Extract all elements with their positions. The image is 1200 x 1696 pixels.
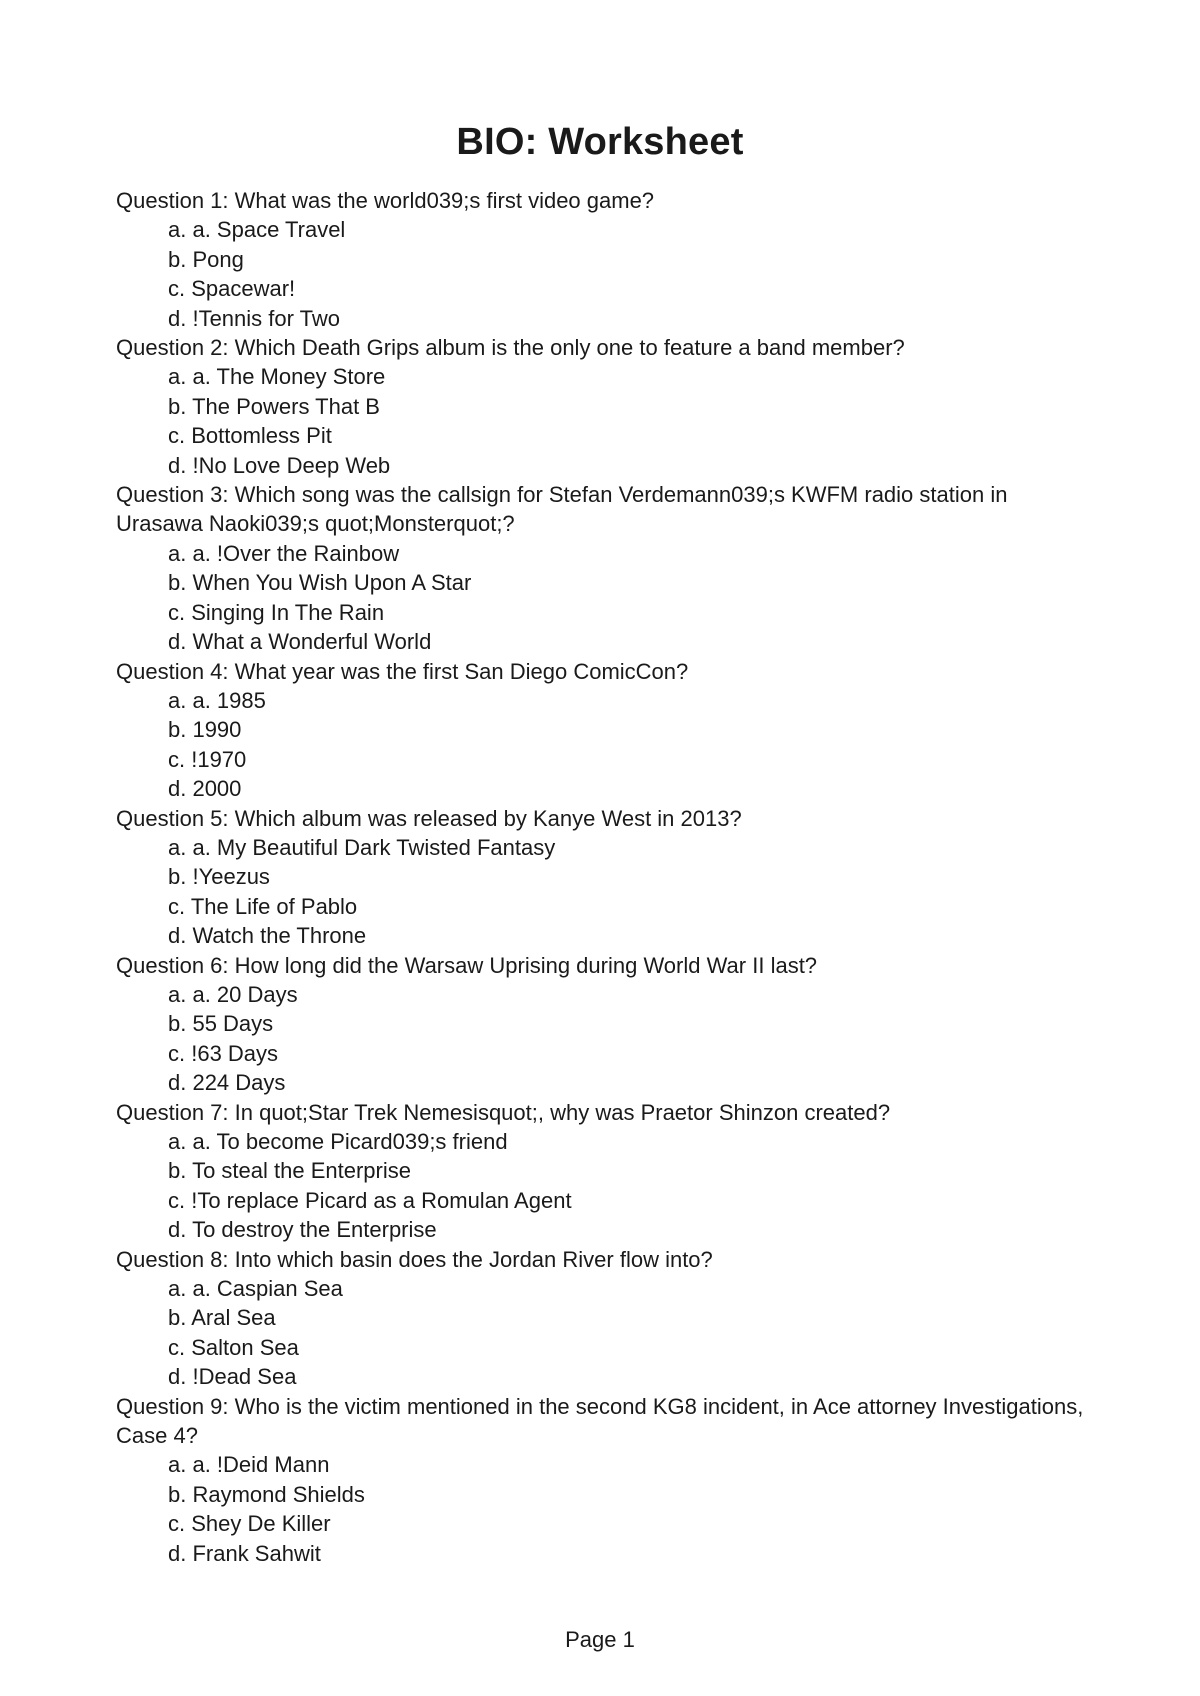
answer-option-c: c. !To replace Picard as a Romulan Agent [168, 1187, 572, 1213]
answer-option-a: a. a. 20 Days [168, 981, 298, 1007]
answer-option-c: c. Spacewar! [168, 276, 296, 302]
answer-option-d: d. !No Love Deep Web [168, 452, 391, 478]
answer-option-b: b. To steal the Enterprise [168, 1158, 411, 1184]
answer-option-b: b. Pong [168, 246, 244, 272]
question-3 [116, 480, 1096, 656]
answer-option-a: a. a. My Beautiful Dark Twisted Fantasy [168, 834, 556, 860]
answer-option-c: c. !63 Days [168, 1040, 279, 1066]
question-list [116, 186, 1096, 1568]
answer-option-a: a. a. !Deid Mann [168, 1452, 330, 1478]
answer-option-d: d. To destroy the Enterprise [168, 1217, 437, 1243]
answer-option-a: a. a. To become Picard039;s friend [168, 1129, 508, 1154]
question-text: Question 3: Which song was the callsign for Stefan Verdemann039;s KWFM radio station in Urasawa Naoki039;s quot;Monsterquot;? [116, 482, 1008, 537]
question-2 [116, 333, 1096, 480]
answer-option-a: a. a. !Over the Rainbow [168, 540, 400, 566]
answer-option-c: c. Salton Sea [168, 1334, 299, 1360]
answer-option-b: b. !Yeezus [168, 864, 270, 890]
question-1 [116, 186, 1096, 333]
answer-option-c: c. Bottomless Pit [168, 423, 332, 449]
answer-option-c: c. Singing In The Rain [168, 599, 385, 625]
question-8 [116, 1245, 1096, 1392]
page-number: Page 1 [565, 1627, 635, 1652]
answer-option-d: d. !Tennis for Two [168, 305, 341, 331]
answer-option-b: b. 1990 [168, 717, 242, 743]
answer-option-d: d. What a Wonderful World [168, 629, 432, 655]
answer-option-b: b. 55 Days [168, 1011, 274, 1037]
answer-option-d: d. 2000 [168, 776, 242, 802]
answer-option-c: c. Shey De Killer [168, 1511, 331, 1537]
answer-option-c: c. The Life of Pablo [168, 893, 358, 919]
question-text: Question 2: Which Death Grips album is the only one to feature a band member? [116, 335, 905, 361]
question-5 [116, 804, 1096, 951]
answer-option-a: a. a. The Money Store [168, 364, 386, 390]
answer-option-b: b. The Powers That B [168, 393, 380, 419]
answer-option-d: d. Frank Sahwit [168, 1540, 321, 1566]
answer-option-b: b. When You Wish Upon A Star [168, 570, 472, 596]
answer-option-b: b. Raymond Shields [168, 1481, 365, 1507]
question-4 [116, 657, 1096, 804]
answer-option-b: b. Aral Sea [168, 1305, 276, 1331]
answer-option-d: d. Watch the Throne [168, 923, 367, 949]
question-text: Question 6: How long did the Warsaw Uprising during World War II last? [116, 952, 818, 978]
question-text: Question 1: What was the world039;s first video game? [116, 188, 655, 213]
answer-option-a: a. a. Space Travel [168, 217, 346, 243]
answer-option-c: c. !1970 [168, 746, 247, 772]
question-text: Question 9: Who is the victim mentioned in the second KG8 incident, in Ace attorney Investigations, Case 4? [116, 1393, 1084, 1449]
answer-option-a: a. a. Caspian Sea [168, 1276, 343, 1302]
question-text: Question 5: Which album was released by Kanye West in 2013? [116, 805, 742, 831]
question-7 [116, 1098, 1096, 1245]
question-text: Question 7: In quot;Star Trek Nemesisquot;, why was Praetor Shinzon created? [116, 1099, 891, 1125]
question-9 [116, 1392, 1096, 1568]
answer-option-d: d. !Dead Sea [168, 1364, 297, 1390]
page-title: BIO: Worksheet [456, 121, 744, 163]
question-text: Question 4: What year was the first San Diego ComicCon? [116, 658, 689, 684]
answer-option-a: a. a. 1985 [168, 687, 266, 713]
answer-option-d: d. 224 Days [168, 1070, 286, 1096]
question-6 [116, 951, 1096, 1098]
question-text: Question 8: Into which basin does the Jordan River flow into? [116, 1246, 713, 1272]
